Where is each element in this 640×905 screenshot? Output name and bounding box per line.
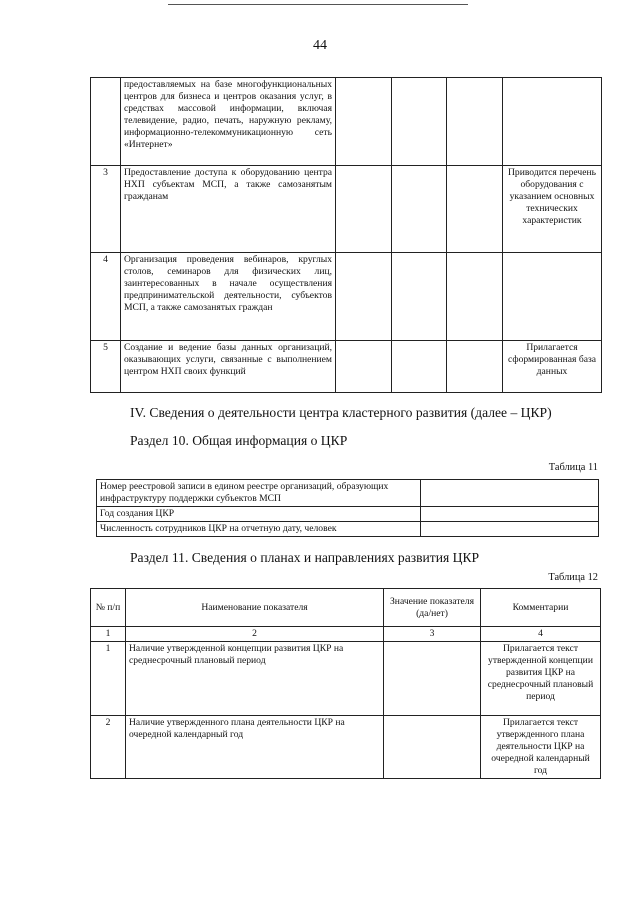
- section-11-heading: Раздел 11. Сведения о планах и направлениях развития ЦКР: [130, 550, 480, 565]
- empty-cell: [447, 253, 503, 341]
- table-header-row: [91, 589, 601, 627]
- row-name: Наличие утвержденного плана деятельности ЦКР на очередной календарный год: [126, 716, 384, 779]
- empty-cell: [447, 78, 503, 166]
- column-numbers-row: [91, 627, 601, 642]
- row-label: Номер реестровой записи в едином реестре организаций, образующих инфраструктуру поддержки субъектов МСП: [97, 480, 421, 507]
- row-comment: [503, 253, 602, 341]
- table-row: [91, 166, 602, 253]
- header-value: Значение показателя (да/нет): [384, 589, 481, 627]
- section-iv-heading: IV. Сведения о деятельности центра кластерного развития (далее – ЦКР): [130, 405, 552, 420]
- empty-cell: [392, 166, 447, 253]
- column-number: 3: [384, 627, 481, 642]
- header-comment: Комментарии: [481, 589, 601, 627]
- row-comment: Приводится перечень оборудования с указанием основных технических характеристик: [503, 166, 602, 253]
- header-no: № п/п: [91, 589, 126, 627]
- table-row: [91, 642, 601, 716]
- table-row: [91, 253, 602, 341]
- table-continuation: [90, 77, 602, 393]
- row-label: Год создания ЦКР: [97, 507, 421, 522]
- empty-cell: [336, 253, 392, 341]
- page-number: 44: [313, 38, 327, 53]
- table-row: [97, 522, 599, 537]
- column-number: 2: [126, 627, 384, 642]
- row-name: Наличие утвержденной концепции развития ЦКР на среднесрочный плановый период: [126, 642, 384, 716]
- row-text: Организация проведения вебинаров, круглых столов, семинаров для физических лиц, заинтересованных в начале осуществления предпринимательской деятельности, субъектов МСП, а также самозанятых граждан: [121, 253, 336, 341]
- table-11-caption: Таблица 11: [548, 462, 598, 473]
- row-value: [421, 522, 599, 537]
- column-number: 4: [481, 627, 601, 642]
- table-12-caption: Таблица 12: [548, 572, 598, 583]
- row-text: Создание и ведение базы данных организаций, оказывающих услуги, связанные с выполнением центром НХП своих функций: [121, 341, 336, 393]
- table-11: [96, 479, 599, 537]
- row-value: [421, 480, 599, 507]
- row-text: предоставляемых на базе многофункциональных центров для бизнеса и центров оказания услуг, в средствах массовой информации, включая телевидение, радио, печать, наружную рекламу, информационно-телекоммуникационную сеть «Интернет»: [121, 78, 336, 166]
- empty-cell: [392, 78, 447, 166]
- row-comment: [503, 78, 602, 166]
- row-comment: Прилагается текст утвержденной концепции развития ЦКР на среднесрочный плановый период: [481, 642, 601, 716]
- row-value: [384, 642, 481, 716]
- row-text: Предоставление доступа к оборудованию центра НХП субъектам МСП, а также самозанятым гражданам: [121, 166, 336, 253]
- row-value: [384, 716, 481, 779]
- empty-cell: [392, 253, 447, 341]
- empty-cell: [336, 341, 392, 393]
- empty-cell: [447, 341, 503, 393]
- row-number: 4: [91, 253, 121, 341]
- table-row: [91, 78, 602, 166]
- row-number: 1: [91, 642, 126, 716]
- empty-cell: [392, 341, 447, 393]
- row-number: 3: [91, 166, 121, 253]
- table-row: [91, 341, 602, 393]
- row-comment: Прилагается текст утвержденного плана деятельности ЦКР на очередной календарный год: [481, 716, 601, 779]
- column-number: 1: [91, 627, 126, 642]
- empty-cell: [447, 166, 503, 253]
- empty-cell: [336, 166, 392, 253]
- row-number: 2: [91, 716, 126, 779]
- table-row: [91, 716, 601, 779]
- table-12: [90, 588, 601, 779]
- section-10-heading: Раздел 10. Общая информация о ЦКР: [130, 433, 348, 448]
- row-value: [421, 507, 599, 522]
- row-comment: Прилагается сформированная база данных: [503, 341, 602, 393]
- table-row: [97, 507, 599, 522]
- top-rule: [168, 4, 468, 5]
- empty-cell: [336, 78, 392, 166]
- row-number: 5: [91, 341, 121, 393]
- row-number: [91, 78, 121, 166]
- header-name: Наименование показателя: [126, 589, 384, 627]
- table-row: [97, 480, 599, 507]
- row-label: Численность сотрудников ЦКР на отчетную дату, человек: [97, 522, 421, 537]
